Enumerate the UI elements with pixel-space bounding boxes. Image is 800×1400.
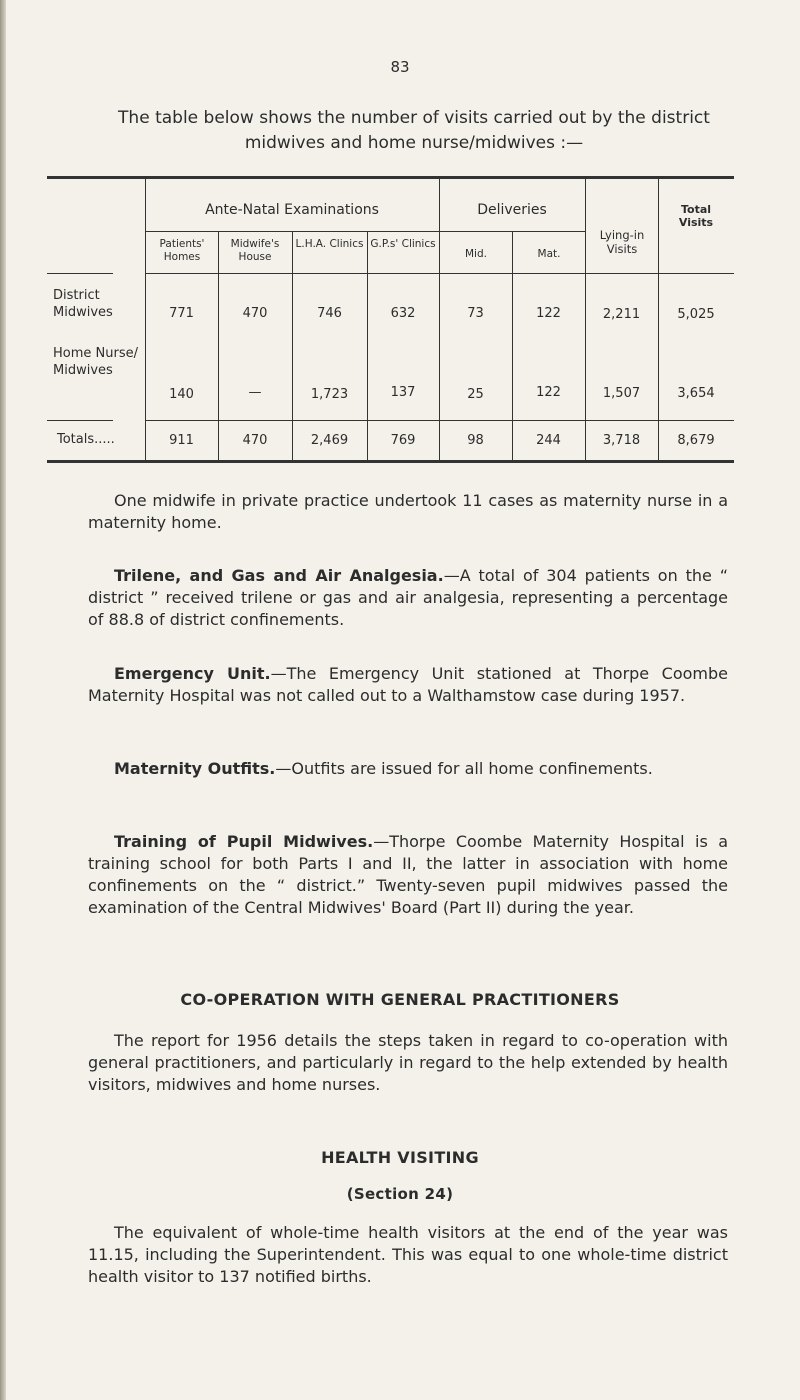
paragraph-health-visitors [88,1222,728,1288]
paragraph-text: —A total of 304 patients on the “ district ” received trilene or gas and air analgesia, representing a percentage of 88.8 of district confinements. [88,566,728,629]
table-cell: 1,507 [602,386,641,401]
heading-health-visiting: HEALTH VISITING [321,1148,479,1167]
header-deliveries: Deliveries [477,202,547,218]
header-lha-clinics: L.H.A. Clinics [295,238,364,250]
col-rule [512,232,513,460]
table-cell: — [248,385,262,400]
visits-table [47,176,734,463]
table-cell: 122 [536,306,561,321]
row-label-totals: Totals..... [57,432,115,447]
table-cell: 5,025 [677,307,715,322]
heading-section-24: (Section 24) [346,1185,454,1203]
paragraph-co-operation [88,1030,728,1096]
row-label-district-midwives: District Midwives [53,288,113,320]
table-cell: 470 [242,306,268,321]
table-cell: 3,718 [602,433,641,448]
row-label-home-nurse-midwives: Home Nurse/ Midwives [53,346,138,378]
page-number: 83 [390,58,410,76]
table-cell: 2,469 [310,433,349,448]
table-top-rule [47,176,734,179]
table-cell: 3,654 [677,386,715,401]
heading-co-operation: CO-OPERATION WITH GENERAL PRACTITIONERS [180,990,620,1009]
paragraph-emergency-unit [88,663,728,707]
table-cell: 25 [467,387,484,402]
paragraph-trilene [88,565,728,631]
header-mat: Mat. [537,248,561,260]
paragraph-heading: Maternity Outfits. [114,759,276,778]
paragraph-pupil-midwives [88,831,728,919]
paragraph-heading: Trilene, and Gas and Air Analgesia. [114,566,444,585]
table-cell: 140 [169,387,194,402]
paragraph-private-practice [88,490,728,534]
table-cell: 746 [317,306,342,321]
paragraph-maternity-outfits [88,758,728,780]
label-header-rule [47,273,113,274]
table-cell: 73 [467,306,484,321]
table-cell: 98 [467,433,484,448]
paragraph-heading: Training of Pupil Midwives. [114,832,374,851]
table-cell: 771 [169,306,194,321]
col-rule [367,232,368,460]
header-patients-homes: Patients' Homes [159,238,205,263]
header-gps-clinics: G.P.s' Clinics [370,238,436,250]
header-midwifes-house: Midwife's House [230,238,280,263]
table-bottom-rule [47,460,734,463]
paragraph-text: The report for 1956 details the steps taken in regard to co-operation with general practitioners, and particularly in regard to the help extended by health visitors, midwives and home nurses. [88,1031,728,1094]
table-cell: 122 [536,385,561,400]
col-rule [218,232,219,460]
paragraph-text: —Outfits are issued for all home confinements. [275,759,653,778]
table-cell: 137 [390,385,416,400]
table-cell: 8,679 [677,433,715,448]
col-rule [292,232,293,460]
paragraph-text: —Thorpe Coombe Maternity Hospital is a training school for both Parts I and II, the latter in association with home confinements on the “ district.” Twenty-seven pupil midwives passed the examination of the Central Midwives' Board (Part II) during the year. [88,832,728,917]
table-cell: 2,211 [602,307,641,322]
paragraph-text: One midwife in private practice undertook 11 cases as maternity nurse in a maternity home. [88,491,728,532]
table-cell: 244 [536,433,561,448]
group-underline [145,231,585,232]
paragraph-text: —The Emergency Unit stationed at Thorpe Coombe Maternity Hospital was not called out to a Walthamstow case during 1957. [88,664,729,705]
header-total-visits: Total Visits [678,203,714,229]
table-cell: 470 [242,433,268,448]
intro-text: The table below shows the number of visits carried out by the district midwives and home nurse/midwives :— [118,108,710,153]
table-cell: 911 [169,433,194,448]
header-antenatal: Ante-Natal Examinations [205,202,379,218]
table-cell: 632 [390,306,416,321]
table-cell: 769 [390,433,416,448]
paragraph-heading: Emergency Unit. [114,664,271,683]
table-cell: 1,723 [310,387,349,402]
paragraph-text: The equivalent of whole-time health visitors at the end of the year was 11.15, including the Superintendent. This was equal to one whole-time district health visitor to 137 notified births. [88,1223,728,1286]
totals-label-rule [47,420,113,421]
header-mid: Mid. [465,248,487,260]
header-lying-in: Lying-in Visits [599,228,645,256]
